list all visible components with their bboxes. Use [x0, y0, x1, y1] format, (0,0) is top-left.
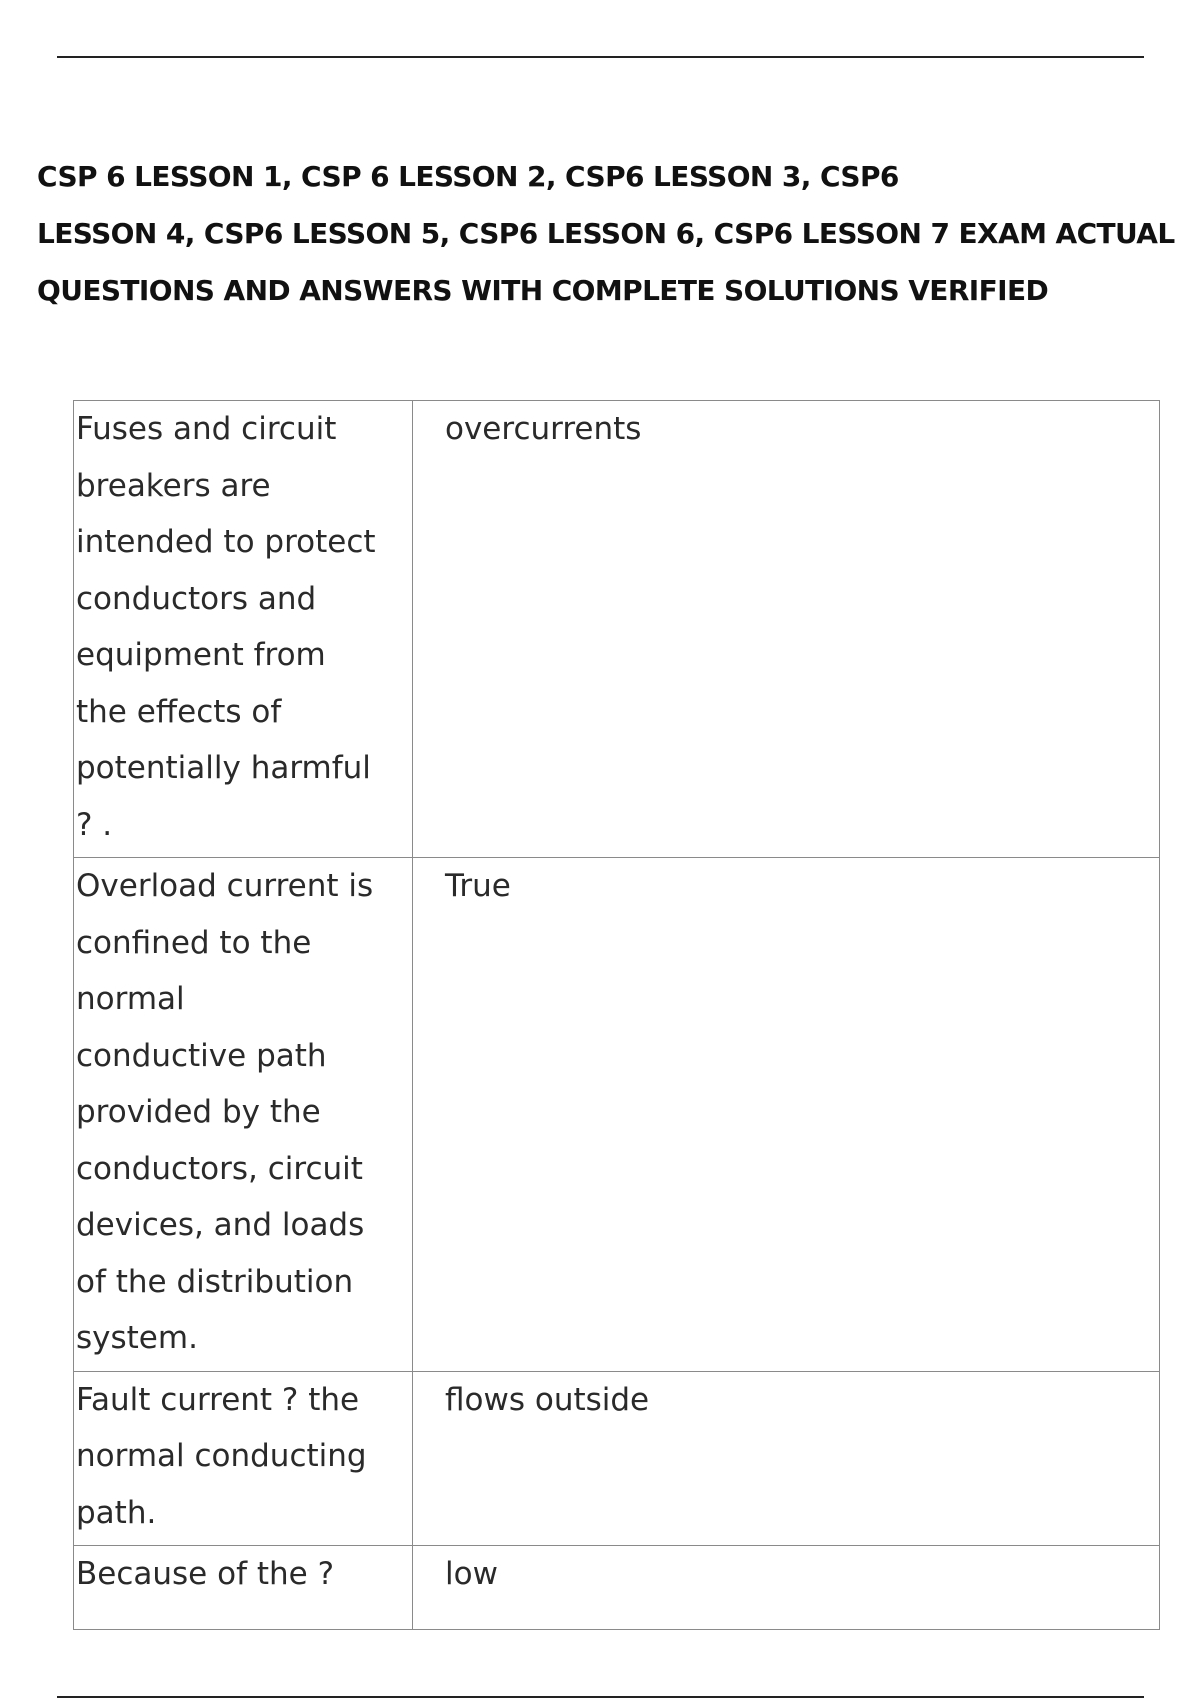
- document-title: [37, 148, 1175, 319]
- question-cell: Fuses and circuit breakers are intended to protect conductors and equipment from the effects of potentially harmful ? .: [74, 401, 413, 858]
- question-cell: Fault current ? the normal conducting path.: [74, 1371, 413, 1546]
- title-line-2: LESSON 4, CSP6 LESSON 5, CSP6 LESSON 6, CSP6 LESSON 7 EXAM ACTUAL: [37, 217, 1175, 250]
- answer-cell: flows outside: [413, 1371, 1160, 1546]
- question-cell: Because of the ?: [74, 1546, 413, 1630]
- bottom-rule: [57, 1696, 1144, 1698]
- table-row: [74, 1546, 1160, 1630]
- title-line-3: QUESTIONS AND ANSWERS WITH COMPLETE SOLUTIONS VERIFIED: [37, 274, 1049, 307]
- title-line-1: CSP 6 LESSON 1, CSP 6 LESSON 2, CSP6 LESSON 3, CSP6: [37, 160, 899, 193]
- qa-table: [73, 400, 1160, 1630]
- answer-cell: low: [413, 1546, 1160, 1630]
- question-cell: Overload current is confined to the normal conductive path provided by the conductors, circuit devices, and loads of the distribution system.: [74, 858, 413, 1372]
- table-row: [74, 401, 1160, 858]
- top-rule: [57, 56, 1144, 58]
- table-row: [74, 858, 1160, 1372]
- answer-cell: True: [413, 858, 1160, 1372]
- answer-cell: overcurrents: [413, 401, 1160, 858]
- table-row: [74, 1371, 1160, 1546]
